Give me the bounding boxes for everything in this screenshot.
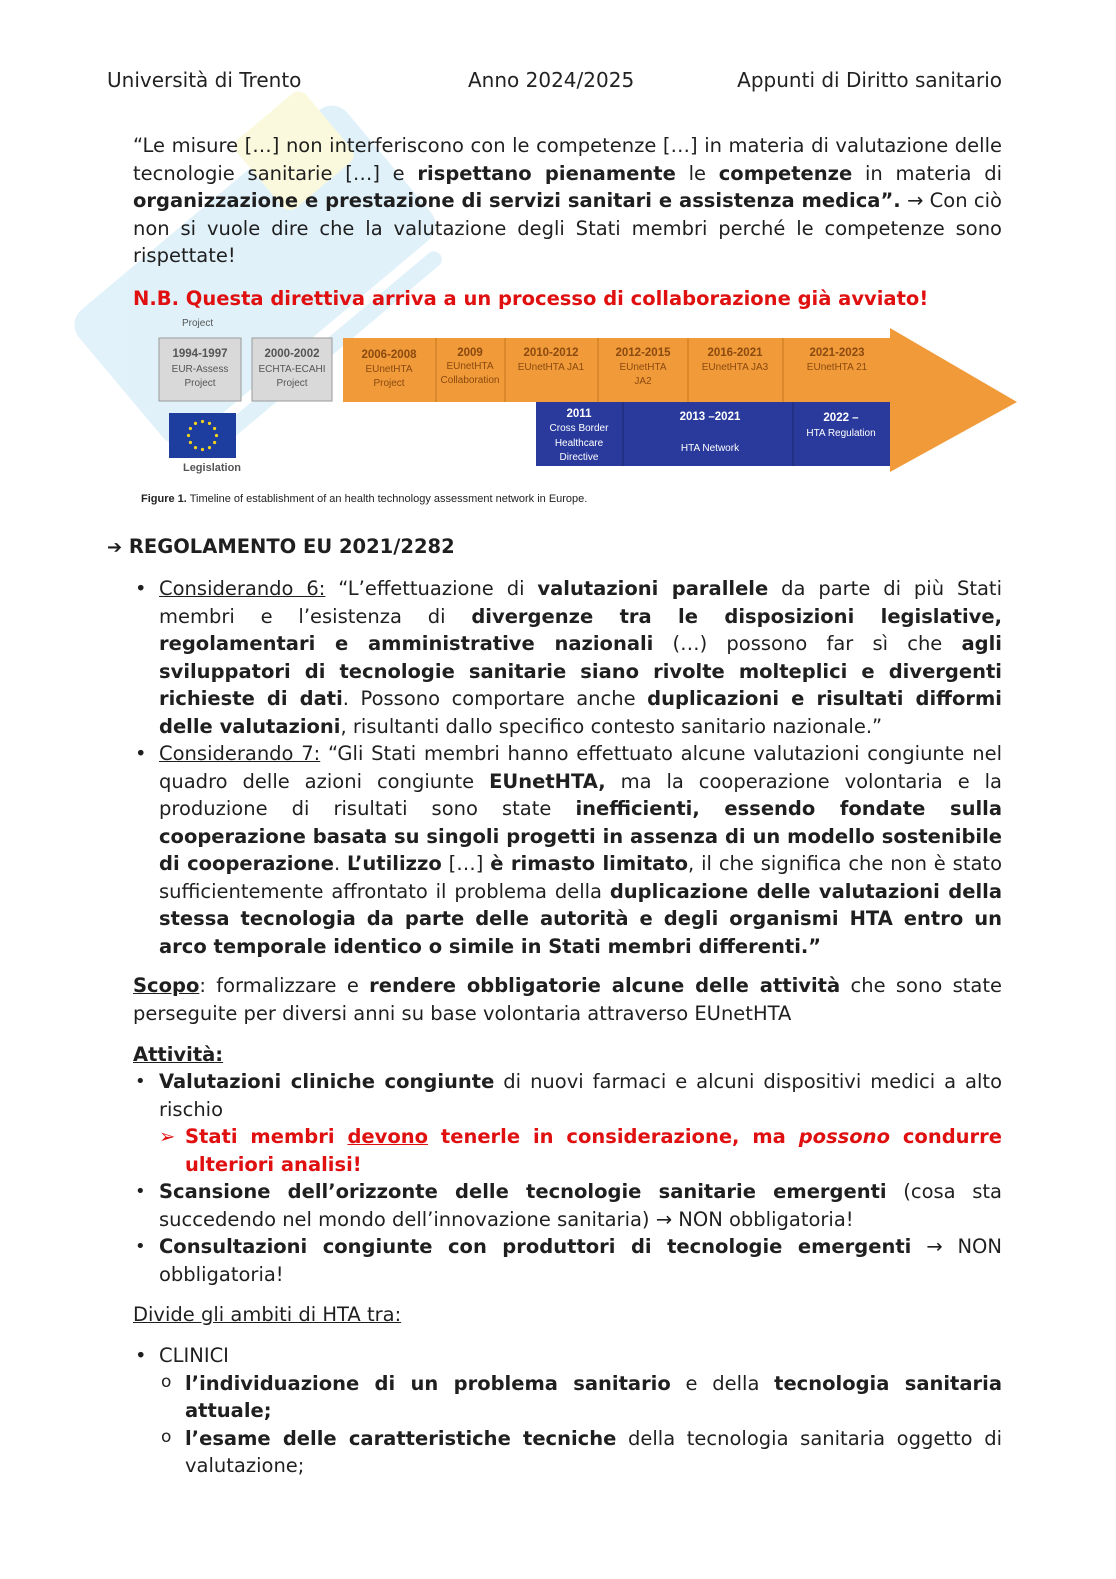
orange-box-1-l2: Project xyxy=(373,378,405,389)
eu-star-icon xyxy=(201,448,204,451)
considerando-7: • Considerando 7: “Gli Stati membri hanno effettuato alcune valutazioni congiunte nel quadro delle azioni congiunte EUnetHTA, ma la cooperazione volontaria e la produzione di risultati sono state inefficienti, essendo fondate sulla cooperazione basata su singoli progetti in assenza di un modello sostenibile di cooperazione. L’utilizzo […] è rimasto limitato, il che significa che non è stato sufficientemente affrontato il problema della duplicazione delle valutazioni della stessa tecnologia da parte delle autorità e degli organismi HTA entro un arco temporale identico o simile in Stati membri differenti.” xyxy=(133,740,1002,960)
arrow-icon: ➔ xyxy=(107,537,123,558)
ambiti-title: Divide gli ambiti di HTA tra: xyxy=(133,1303,402,1326)
regolamento-heading xyxy=(107,533,707,562)
ambiti-clinici: • CLINICI o l’individuazione di un problema sanitario e della tecnologia sanitaria attuale; o l’esame delle caratteristiche tecniche della tecnologia sanitaria oggetto di valutazione; xyxy=(133,1342,1002,1480)
caption-label: Figure 1. xyxy=(141,493,187,505)
eu-star-icon xyxy=(215,434,218,437)
considerando-7-label: Considerando 7: xyxy=(159,742,321,765)
grey-box-2 xyxy=(252,338,332,401)
blue-box-1-l1: 2011 xyxy=(566,408,592,420)
eu-star-icon xyxy=(213,441,216,444)
attivita-item-2: • Scansione dell’orizzonte delle tecnologie sanitarie emergenti (cosa sta succedendo nel mondo dell’innovazione sanitaria) → NON obbligatoria! xyxy=(133,1178,1002,1233)
considerando-list xyxy=(133,575,1002,960)
orange-box-6-year: 2021-2023 xyxy=(809,347,865,359)
blue-box-2-l2: HTA Network xyxy=(680,443,740,454)
timeline-figure xyxy=(157,318,1027,518)
orange-box-1-year: 2006-2008 xyxy=(361,349,417,361)
blue-box-1-l3: Healthcare xyxy=(554,438,604,449)
ambiti-sub-1: o l’individuazione di un problema sanitario e della tecnologia sanitaria attuale; xyxy=(159,1370,1002,1425)
grey-box-2-year: 2000-2002 xyxy=(264,348,320,360)
orange-box-3-year: 2010-2012 xyxy=(523,347,579,359)
legislation-label: Legislation xyxy=(182,462,242,474)
orange-box-4-l1: EUnetHTA xyxy=(619,362,667,373)
blue-box-3-l1: 2022 – xyxy=(823,412,859,424)
figure-caption xyxy=(141,493,587,505)
cut-label: Project xyxy=(182,318,214,329)
blue-box-1-l4: Directive xyxy=(559,452,599,463)
grey-box-1-l1: EUR-Assess xyxy=(171,364,229,375)
eu-star-icon xyxy=(194,446,197,449)
page-header xyxy=(107,68,1002,98)
orange-box-4-year: 2012-2015 xyxy=(615,347,671,359)
ambiti-sub-2: o l’esame delle caratteristiche tecniche della tecnologia sanitaria oggetto di valutazione; xyxy=(159,1425,1002,1480)
orange-box-2-year: 2009 xyxy=(457,347,483,359)
orange-box-1-l1: EUnetHTA xyxy=(365,364,413,375)
considerando-6: • Considerando 6: “L’effettuazione di valutazioni parallele da parte di più Stati membri e l’esistenza di divergenze tra le disposizioni legislative, regolamentari e amministrative nazionali (…) possono far sì che agli sviluppatori di tecnologie sanitarie siano rivolte molteplici e divergenti richieste di dati. Possono comportare anche duplicazioni e risultati difformi delle valutazioni, risultanti dallo specifico contesto sanitario nazionale.” xyxy=(133,575,1002,740)
orange-box-4-l2: JA2 xyxy=(634,376,652,387)
nb-note: N.B. Questa direttiva arriva a un processo di collaborazione già avviato! xyxy=(133,287,929,310)
eu-star-icon xyxy=(208,422,211,425)
considerando-6-label: Considerando 6: xyxy=(159,577,326,600)
grey-box-2-l1: ECHTA-ECAHI xyxy=(258,364,326,375)
orange-box-2-l1: EUnetHTA xyxy=(446,361,494,372)
attivita-title: Attività: xyxy=(133,1043,224,1066)
grey-box-1 xyxy=(159,338,241,401)
eu-star-icon xyxy=(189,441,192,444)
blue-box-3-l2: HTA Regulation xyxy=(806,428,876,439)
grey-box-1-year: 1994-1997 xyxy=(172,348,228,360)
header-year: Anno 2024/2025 xyxy=(468,68,635,92)
eu-star-icon xyxy=(187,434,190,437)
attivita-item-3: • Consultazioni congiunte con produttori di tecnologie emergenti → NON obbligatoria! xyxy=(133,1233,1002,1288)
regolamento-title: REGOLAMENTO EU 2021/2282 xyxy=(128,535,455,558)
attivita-list xyxy=(133,1068,1002,1288)
caption-text: Timeline of establishment of an health technology assessment network in Europe. xyxy=(186,493,588,505)
eu-star-icon xyxy=(194,422,197,425)
header-university: Università di Trento xyxy=(107,68,302,92)
grey-box-2-l2: Project xyxy=(276,378,308,389)
grey-box-1-l2: Project xyxy=(184,378,216,389)
orange-box-5-year: 2016-2021 xyxy=(707,347,763,359)
orange-box-2-l2: Collaboration xyxy=(440,375,500,386)
attivita-subitem: ➢ Stati membri devono tenerle in considerazione, ma possono condurre ulteriori analisi! xyxy=(159,1125,1002,1176)
orange-box-6-l1: EUnetHTA 21 xyxy=(806,362,868,373)
eu-flag-icon xyxy=(169,413,236,458)
scopo-label: Scopo xyxy=(133,974,200,997)
eu-star-icon xyxy=(189,427,192,430)
scopo-paragraph: Scopo: formalizzare e rendere obbligatorie alcune delle attività che sono state perseguite per diversi anni su base volontaria attraverso EUnetHTA xyxy=(133,974,1003,1025)
attivita-item-1: • Valutazioni cliniche congiunte di nuovi farmaci e alcuni dispositivi medici a alto rischio ➢ Stati membri devono tenerle in considerazione, ma possono condurre ulteriori analisi! xyxy=(133,1068,1002,1178)
eu-star-icon xyxy=(201,420,204,423)
eu-star-icon xyxy=(208,446,211,449)
quote-paragraph: “Le misure […] non interferiscono con le competenze […] in materia di valutazione delle tecnologie sanitarie […] e rispettano pienamente le competenze in materia di organizzazione e prestazione di servizi sanitari e assistenza medica”. → Con ciò non si vuole dire che la valutazione degli Stati membri perché le competenze sono rispettate! xyxy=(133,134,1003,267)
blue-box-1-l2: Cross Border xyxy=(549,423,609,434)
ambiti-list xyxy=(133,1342,1002,1480)
eu-star-icon xyxy=(213,427,216,430)
header-course: Appunti di Diritto sanitario xyxy=(737,68,1002,92)
orange-box-3-l1: EUnetHTA JA1 xyxy=(517,362,585,373)
sub-arrow-icon: ➢ xyxy=(159,1125,176,1148)
blue-box-2-l1: 2013 –2021 xyxy=(679,411,741,423)
orange-box-5-l1: EUnetHTA JA3 xyxy=(701,362,769,373)
